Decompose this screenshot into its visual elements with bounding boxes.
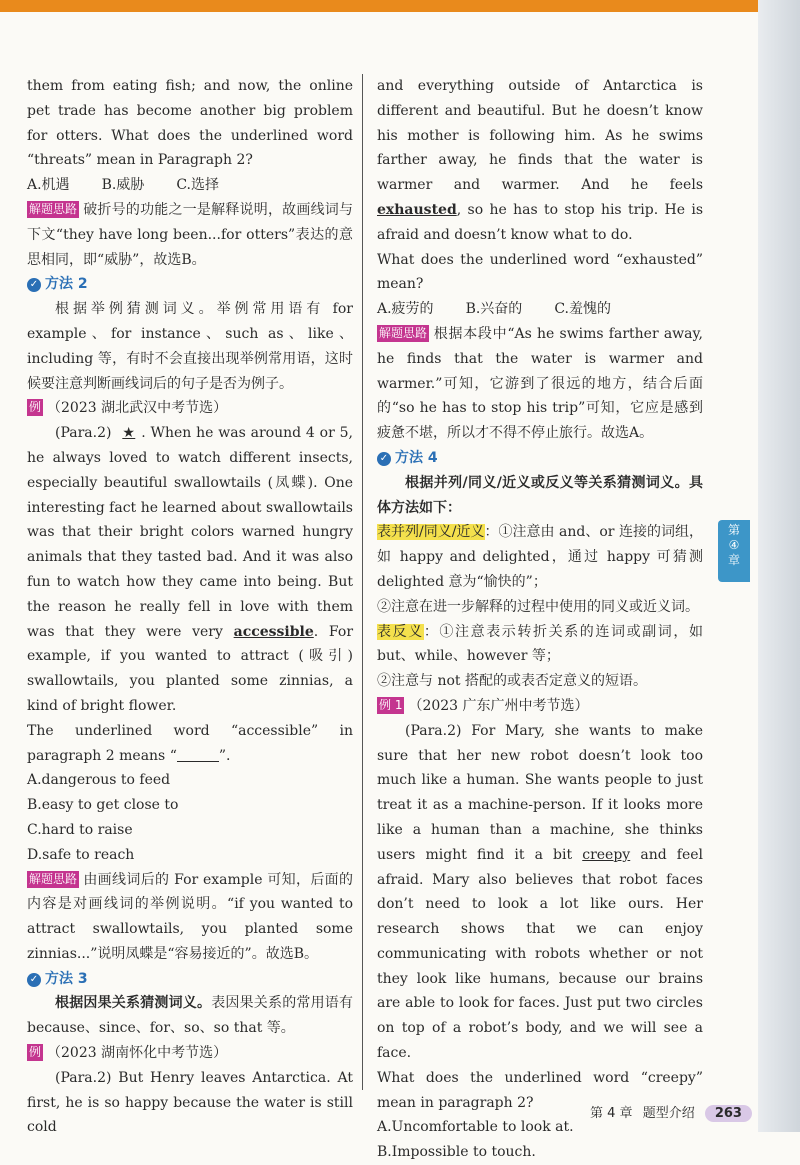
example-tag: 例 (29, 1045, 42, 1060)
example-passage: (Para.2) But Henry leaves Antarctica. At first, he is so happy because the water is still cold (27, 1069, 353, 1136)
solution (27, 198, 353, 272)
rule-synonym (377, 520, 703, 594)
tab-char: 章 (727, 553, 740, 567)
option-a: A.Uncomfortable to look at. (377, 1119, 574, 1136)
right-column (377, 74, 703, 1165)
passage-text: and everything outside of Antarctica is different and beautiful. But he doesn’t know his mother is following him. As he swims farther away, he finds that the water is warmer and warmer. And he feels (377, 78, 703, 194)
passage-text: . When he was around 4 or 5, he always loved to watch different insects, especially beautiful swallowtails (凤蝶). One interesting fact he learned about swallowtails was that their bright colors warned hungry animals that they tasted bad. And it was also fun to watch how they came into being. But the reason he really fell in love with them was that they were very (27, 425, 353, 640)
rule-antonym (377, 620, 703, 670)
rule-text: ②注意在进一步解释的过程中使用的同义或近义词。 (377, 598, 699, 615)
check-icon: ✓ (377, 452, 391, 466)
footer-section: 题型介绍 (642, 1106, 695, 1121)
solution-text: 破折号的功能之一是解释说明，故画线词与下文“they have long been...for otters”表达的意思相同，即“威胁”，故选B。 (27, 201, 353, 268)
example-heading (27, 396, 353, 421)
option-b: B.Impossible to touch. (377, 1144, 536, 1161)
example-passage (377, 719, 703, 1066)
method-description: 根据举例猜测词义。举例常用语有 for example、for instance、such as、like、including 等，有时不会直接出现举例常用语，这时候要注意判断画线词后的句子是否为例子。 (27, 301, 353, 392)
passage-text: them from eating fish; and now, the online pet trade has become another big problem for otters. What does the underlined word “threats” mean in Paragraph 2? (27, 78, 353, 169)
solution-text: 由画线词后的 For example 可知，后面的内容是对画线词的举例说明。“if you wanted to attract swallowtails, you planted some zinnias...”说明凤蝶是“容易接近的”。故选B。 (27, 871, 353, 962)
method-heading (377, 446, 703, 471)
method-title: 方法 2 (45, 276, 88, 293)
example-passage (27, 421, 353, 719)
highlight-label: 表反义 (377, 623, 424, 640)
highlight-label: 表并列/同义/近义 (377, 524, 485, 541)
solution-tag: 解题思路 (29, 871, 78, 886)
option-c: C.选择 (176, 177, 219, 194)
underlined-word: exhausted (377, 201, 457, 218)
example-tag: 例 1 (379, 697, 403, 712)
rule-text: ：①注意由 and、or 连接的词组，如 happy and delighted，通过 happy 可猜测 delighted 意为“愉快的”； (377, 524, 703, 590)
rule-text: ：①注意表示转折关系的连词或副词，如 but、while、however 等； (377, 623, 704, 665)
method-title: 方法 4 (395, 449, 438, 466)
option-a: A.疲劳的 (377, 301, 434, 318)
passage-text: (Para.2) For Mary, she wants to make sure that her new robot doesn’t look too much like a human. She wants people to just treat it as a machine-person. If it looks more like a human than a machine, she thinks users might find it a bit (377, 722, 703, 863)
answer-options (377, 297, 703, 322)
passage-text: and feel afraid. Mary also believes that robot faces don’t need to look a lot like ours. Her research shows that we can enjoy communicating with robots whether or not they look like humans, because our brains are able to look for faces. Just put two circles on top of a robot’s body, and we will see a face. (377, 846, 704, 1062)
example-heading (27, 1041, 353, 1066)
method-rule: 根据因果关系猜测词义。 (55, 995, 212, 1012)
option-d: D.safe to reach (27, 846, 135, 863)
method-heading (27, 967, 353, 992)
blank-star: ★ (122, 425, 136, 442)
question (27, 719, 353, 769)
tab-char: ④ (728, 538, 740, 552)
check-icon: ✓ (27, 973, 41, 987)
option-c: C.hard to raise (27, 821, 133, 838)
answer-blank (177, 747, 219, 762)
option-a: A.机遇 (27, 177, 70, 194)
chapter-side-tab (718, 520, 750, 582)
footer-chapter: 第 4 章 (590, 1106, 633, 1121)
method-description: 根据并列/同义/近义或反义等关系猜测词义。具体方法如下： (377, 474, 703, 516)
solution-tag: 解题思路 (379, 325, 428, 340)
method-heading (27, 272, 353, 297)
page-number: 263 (705, 1105, 752, 1122)
example-source: （2023 湖南怀化中考节选） (47, 1045, 228, 1062)
rule-text: ②注意与 not 搭配的或表否定意义的短语。 (377, 673, 647, 690)
option-b: B.easy to get close to (27, 797, 179, 814)
question-text: ”. (218, 747, 231, 764)
method-title: 方法 3 (45, 970, 88, 987)
option-b: B.威胁 (101, 177, 145, 194)
example-source: （2023 湖北武汉中考节选） (47, 400, 228, 417)
method-description (27, 991, 353, 1041)
solution-tag: 解题思路 (29, 201, 78, 216)
column-divider (362, 74, 363, 1090)
example-tag: 例 (29, 400, 42, 415)
check-icon: ✓ (27, 278, 41, 292)
method-text: 表因果关系的常用语有 because、since、for、so、so that 等。 (27, 995, 354, 1037)
top-color-bar (0, 0, 800, 12)
page-edge (758, 0, 800, 1132)
example-heading (377, 694, 703, 719)
page-footer (590, 1102, 752, 1122)
question: What does the underlined word “creepy” mean in paragraph 2? (377, 1069, 703, 1111)
question: What does the underlined word “exhausted” mean? (377, 251, 703, 293)
passage-text (377, 74, 703, 248)
para-label: (Para.2) (55, 425, 112, 442)
passage-text: , so he has to stop his trip. He is afraid and doesn’t know what to do. (377, 201, 703, 243)
option-a: A.dangerous to feed (27, 772, 171, 789)
underlined-word: accessible (233, 623, 314, 640)
question-text: The underlined word “accessible” in paragraph 2 means “ (27, 722, 353, 764)
left-column (27, 74, 353, 1140)
answer-options (27, 173, 353, 198)
tab-char: 第 (727, 523, 740, 537)
solution (27, 868, 353, 967)
solution-text: 根据本段中“As he swims farther away, he finds that the water is warmer and warmer.”可知，它游到了很远的地方，结合后面的“so he has to stop his trip”可知，它应是感到疲惫不堪，所以才不得不停止旅行。故选A。 (377, 325, 703, 442)
passage-text: . For example, if you wanted to attract (吸引) swallowtails, you planted some zinnias, a kind of bright flower. (27, 623, 354, 714)
option-b: B.兴奋的 (465, 301, 523, 318)
option-c: C.羞愧的 (554, 301, 611, 318)
solution (377, 322, 703, 446)
example-source: （2023 广东广州中考节选） (408, 697, 589, 714)
underlined-word: creepy (582, 846, 631, 863)
